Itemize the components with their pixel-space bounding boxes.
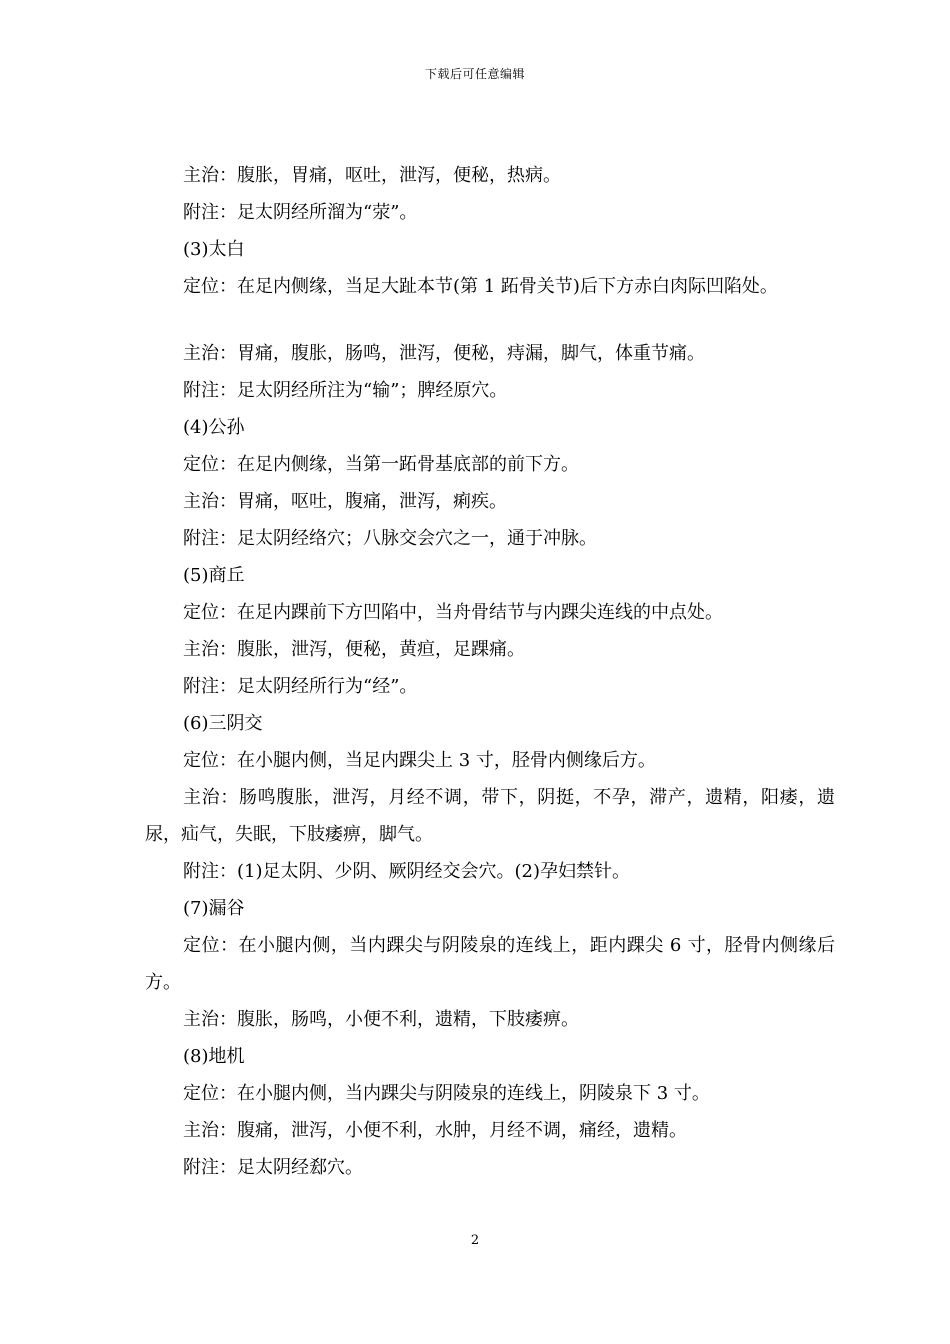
paragraph-zhuzhi-lougu: 主治：腹胀，肠鸣，小便不利，遗精，下肢痿痹。 (183, 1009, 579, 1030)
paragraph-zhuzhi-gongsun: 主治：胃痛，呕吐，腹痛，泄泻，痢疾。 (183, 491, 507, 512)
paragraph-fuzhu-gongsun: 附注：足太阴经络穴；八脉交会穴之一，通于冲脉。 (183, 528, 597, 549)
paragraph-dingwei-gongsun: 定位：在足内侧缘，当第一跖骨基底部的前下方。 (183, 454, 579, 475)
document-body (145, 157, 835, 1186)
paragraph-zhuzhi-2: 主治：腹胀，胃痛，呕吐，泄泻，便秘，热病。 (183, 165, 561, 186)
paragraph-zhuzhi-sanyinjiao: 主治：肠鸣腹胀，泄泻，月经不调，带下，阴挺，不孕，滞产，遗精，阳痿，遗尿，疝气，失眠，下肢痿痹，脚气。 (145, 787, 835, 845)
paragraph-fuzhu-taibai: 附注：足太阴经所注为“输”；脾经原穴。 (183, 380, 508, 401)
section-heading-diji: (8)地机 (183, 1046, 245, 1067)
paragraph-zhuzhi-taibai: 主治：胃痛，腹胀，肠鸣，泄泻，便秘，痔漏，脚气，体重节痛。 (183, 343, 705, 364)
paragraph-dingwei-diji: 定位：在小腿内侧，当内踝尖与阴陵泉的连线上，阴陵泉下 3 寸。 (183, 1083, 710, 1104)
paragraph-fuzhu-diji: 附注：足太阴经郄穴。 (183, 1157, 363, 1178)
paragraph-fuzhu-sanyinjiao: 附注：(1)足太阴、少阴、厥阴经交会穴。(2)孕妇禁针。 (183, 861, 630, 882)
paragraph-dingwei-lougu: 定位：在小腿内侧，当内踝尖与阴陵泉的连线上，距内踝尖 6 寸，胫骨内侧缘后方。 (145, 935, 835, 993)
paragraph-fuzhu-2: 附注：足太阴经所溜为“荥”。 (183, 202, 418, 223)
section-heading-taibai: (3)太白 (183, 239, 245, 260)
paragraph-fuzhu-shangqiu: 附注：足太阴经所行为“经”。 (183, 676, 418, 697)
paragraph-zhuzhi-diji: 主治：腹痛，泄泻，小便不利，水肿，月经不调，痛经，遗精。 (183, 1120, 687, 1141)
paragraph-dingwei-sanyinjiao: 定位：在小腿内侧，当足内踝尖上 3 寸，胫骨内侧缘后方。 (183, 750, 656, 771)
section-heading-sanyinjiao: (6)三阴交 (183, 713, 263, 734)
paragraph-dingwei-shangqiu: 定位：在足内踝前下方凹陷中，当舟骨结节与内踝尖连线的中点处。 (183, 602, 723, 623)
section-heading-lougu: (7)漏谷 (183, 898, 245, 919)
page-number: 2 (470, 1233, 480, 1248)
paragraph-dingwei-taibai: 定位：在足内侧缘，当足大趾本节(第 1 跖骨关节)后下方赤白肉际凹陷处。 (183, 276, 778, 297)
section-heading-shangqiu: (5)商丘 (183, 565, 245, 586)
section-heading-gongsun: (4)公孙 (183, 417, 245, 438)
page-header: 下载后可任意编辑 (424, 67, 525, 81)
blank-gap (145, 305, 835, 335)
paragraph-zhuzhi-shangqiu: 主治：腹胀，泄泻，便秘，黄疸，足踝痛。 (183, 639, 525, 660)
